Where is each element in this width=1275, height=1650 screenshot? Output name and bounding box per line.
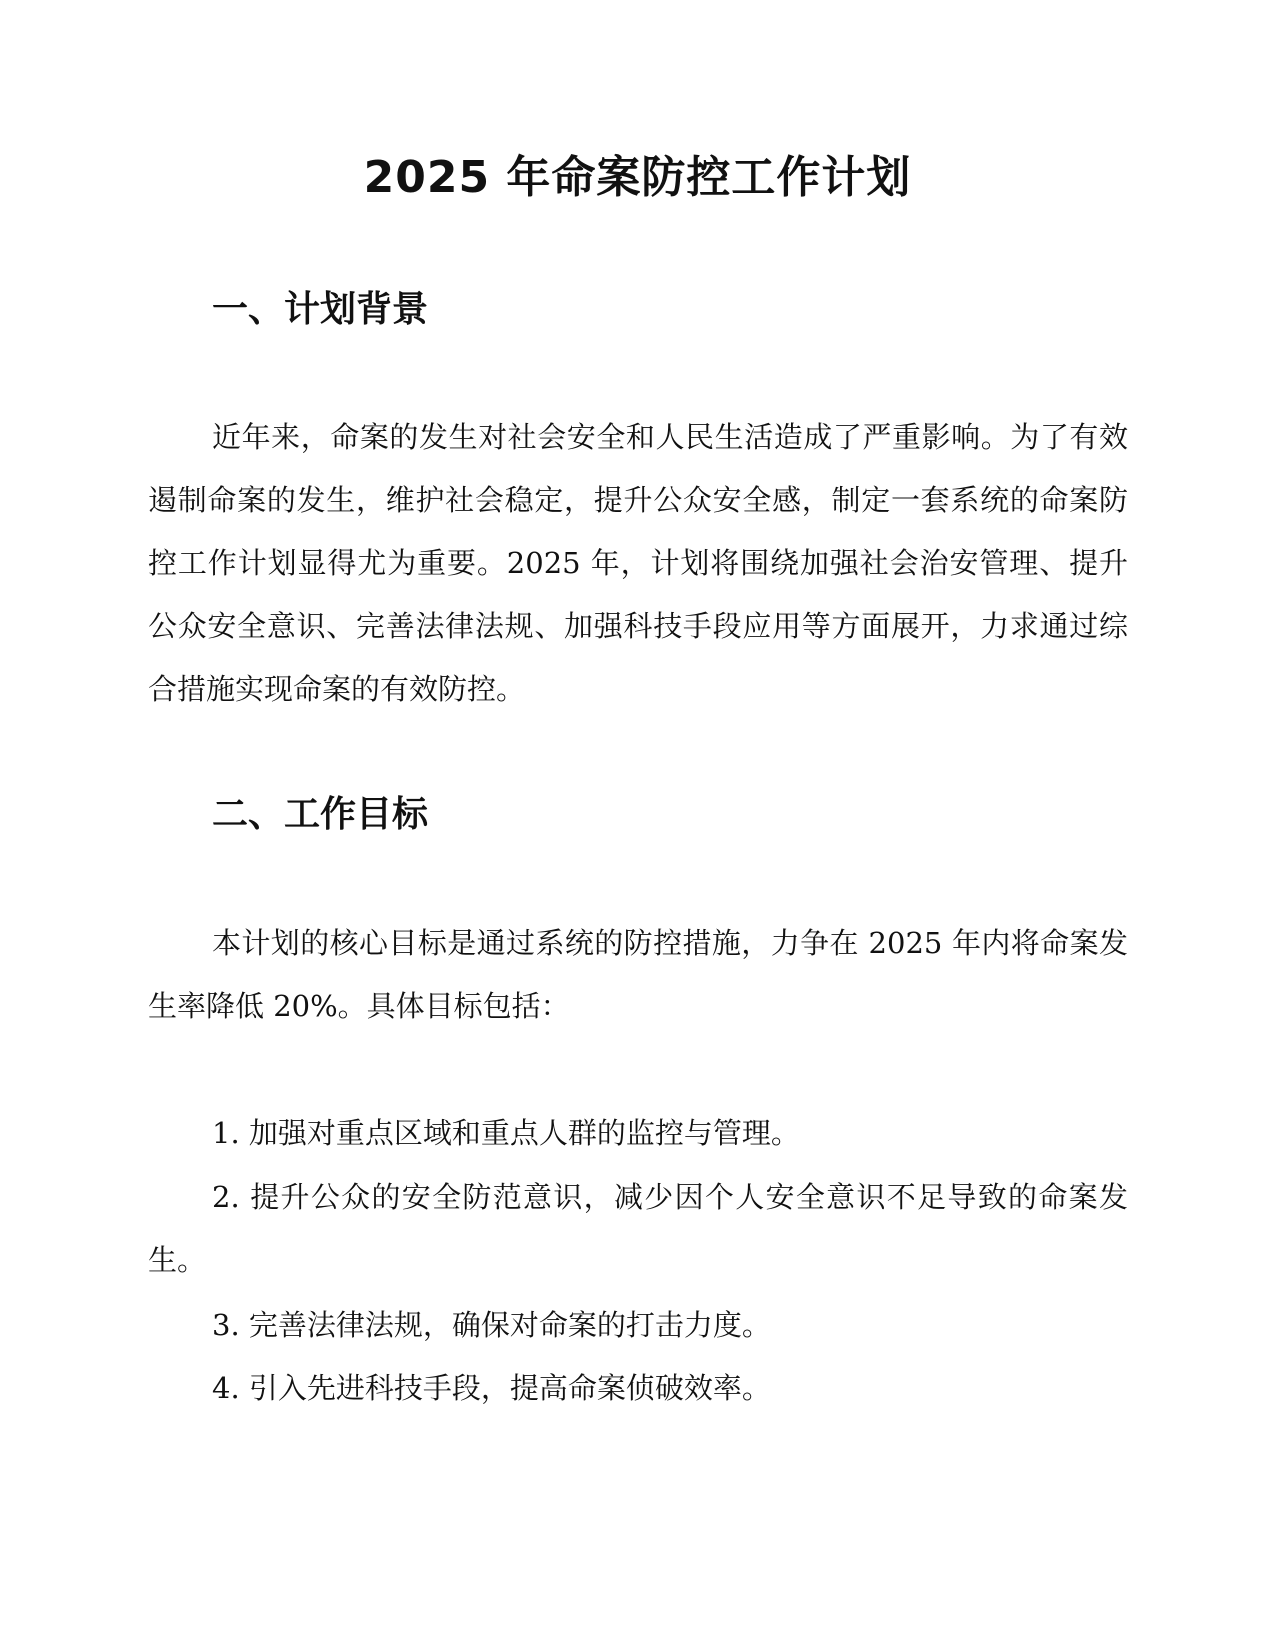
- section-heading-goals: 二、工作目标: [212, 794, 429, 835]
- section-heading-background: 一、计划背景: [212, 289, 429, 330]
- list-item: 3. 完善法律法规，确保对命案的打击力度。: [212, 1308, 771, 1342]
- list-item: 2. 提升公众的安全防范意识，减少因个人安全意识不足导致的命案发生。: [148, 1180, 1128, 1277]
- list-item: 4. 引入先进科技手段，提高命案侦破效率。: [212, 1371, 771, 1405]
- document-title: 2025 年命案防控工作计划: [363, 152, 912, 203]
- paragraph-background: 近年来，命案的发生对社会安全和人民生活造成了严重影响。为了有效遏制命案的发生，维护社会稳定，提升公众安全感，制定一套系统的命案防控工作计划显得尤为重要。2025 年，计划将围绕加强社会治安管理、提升公众安全意识、完善法律法规、加强科技手段应用等方面展开，力求通过综合措施实现命案的有效防控。: [148, 420, 1128, 706]
- list-item: 1. 加强对重点区域和重点人群的监控与管理。: [212, 1116, 800, 1150]
- paragraph-goals-intro: 本计划的核心目标是通过系统的防控措施，力争在 2025 年内将命案发生率降低 20%。具体目标包括：: [148, 926, 1128, 1023]
